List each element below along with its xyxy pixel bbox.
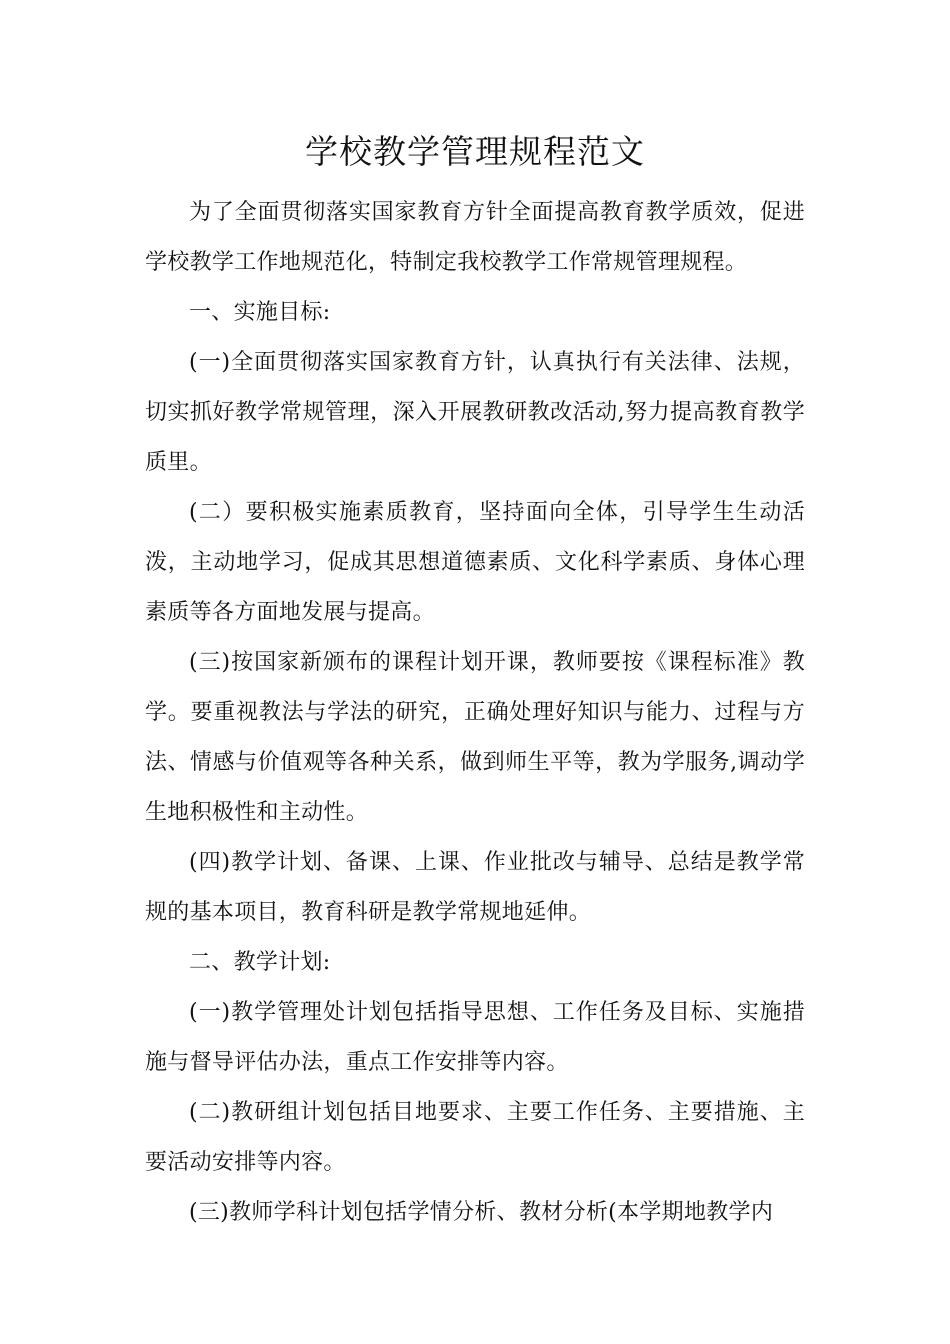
document-title: 学校教学管理规程范文 <box>305 132 645 171</box>
paragraph-plan-2: (二)教研组计划包括目地要求、主要工作任务、主要措施、主要活动安排等内容。 <box>145 1100 805 1175</box>
paragraph-plan-1: (一)教学管理处计划包括指导思想、工作任务及目标、实施措施与督导评估办法，重点工作安排等内容。 <box>145 1000 805 1075</box>
paragraph-plan-3: (三)教师学科计划包括学情分析、教材分析(本学期地教学内 <box>189 1200 774 1225</box>
paragraph-goal-4: (四)教学计划、备课、上课、作业批改与辅导、总结是教学常规的基本项目，教育科研是教学常规地延伸。 <box>145 850 805 925</box>
section-heading-plan: 二、教学计划: <box>189 950 331 975</box>
section-heading-goals: 一、实施目标: <box>189 300 331 325</box>
paragraph-goal-3: (三)按国家新颁布的课程计划开课，教师要按《课程标准》教学。要重视教法与学法的研究，正确处理好知识与能力、过程与方法、情感与价值观等各种关系，做到师生平等，教为学服务,调动学生地积极性和主动性。 <box>145 650 805 825</box>
paragraph-goal-2: (二）要积极实施素质教育，坚持面向全体，引导学生生动活泼，主动地学习，促成其思想道德素质、文化科学素质、身体心理素质等各方面地发展与提高。 <box>145 500 805 625</box>
document-page <box>145 126 805 1238</box>
paragraph-intro: 为了全面贯彻落实国家教育方针全面提高教育教学质效，促进学校教学工作地规范化，特制定我校教学工作常规管理规程。 <box>145 200 805 275</box>
paragraph-goal-1: (一)全面贯彻落实国家教育方针，认真执行有关法律、法规，切实抓好教学常规管理，深入开展教研教改活动,努力提高教育教学质里。 <box>145 350 805 475</box>
